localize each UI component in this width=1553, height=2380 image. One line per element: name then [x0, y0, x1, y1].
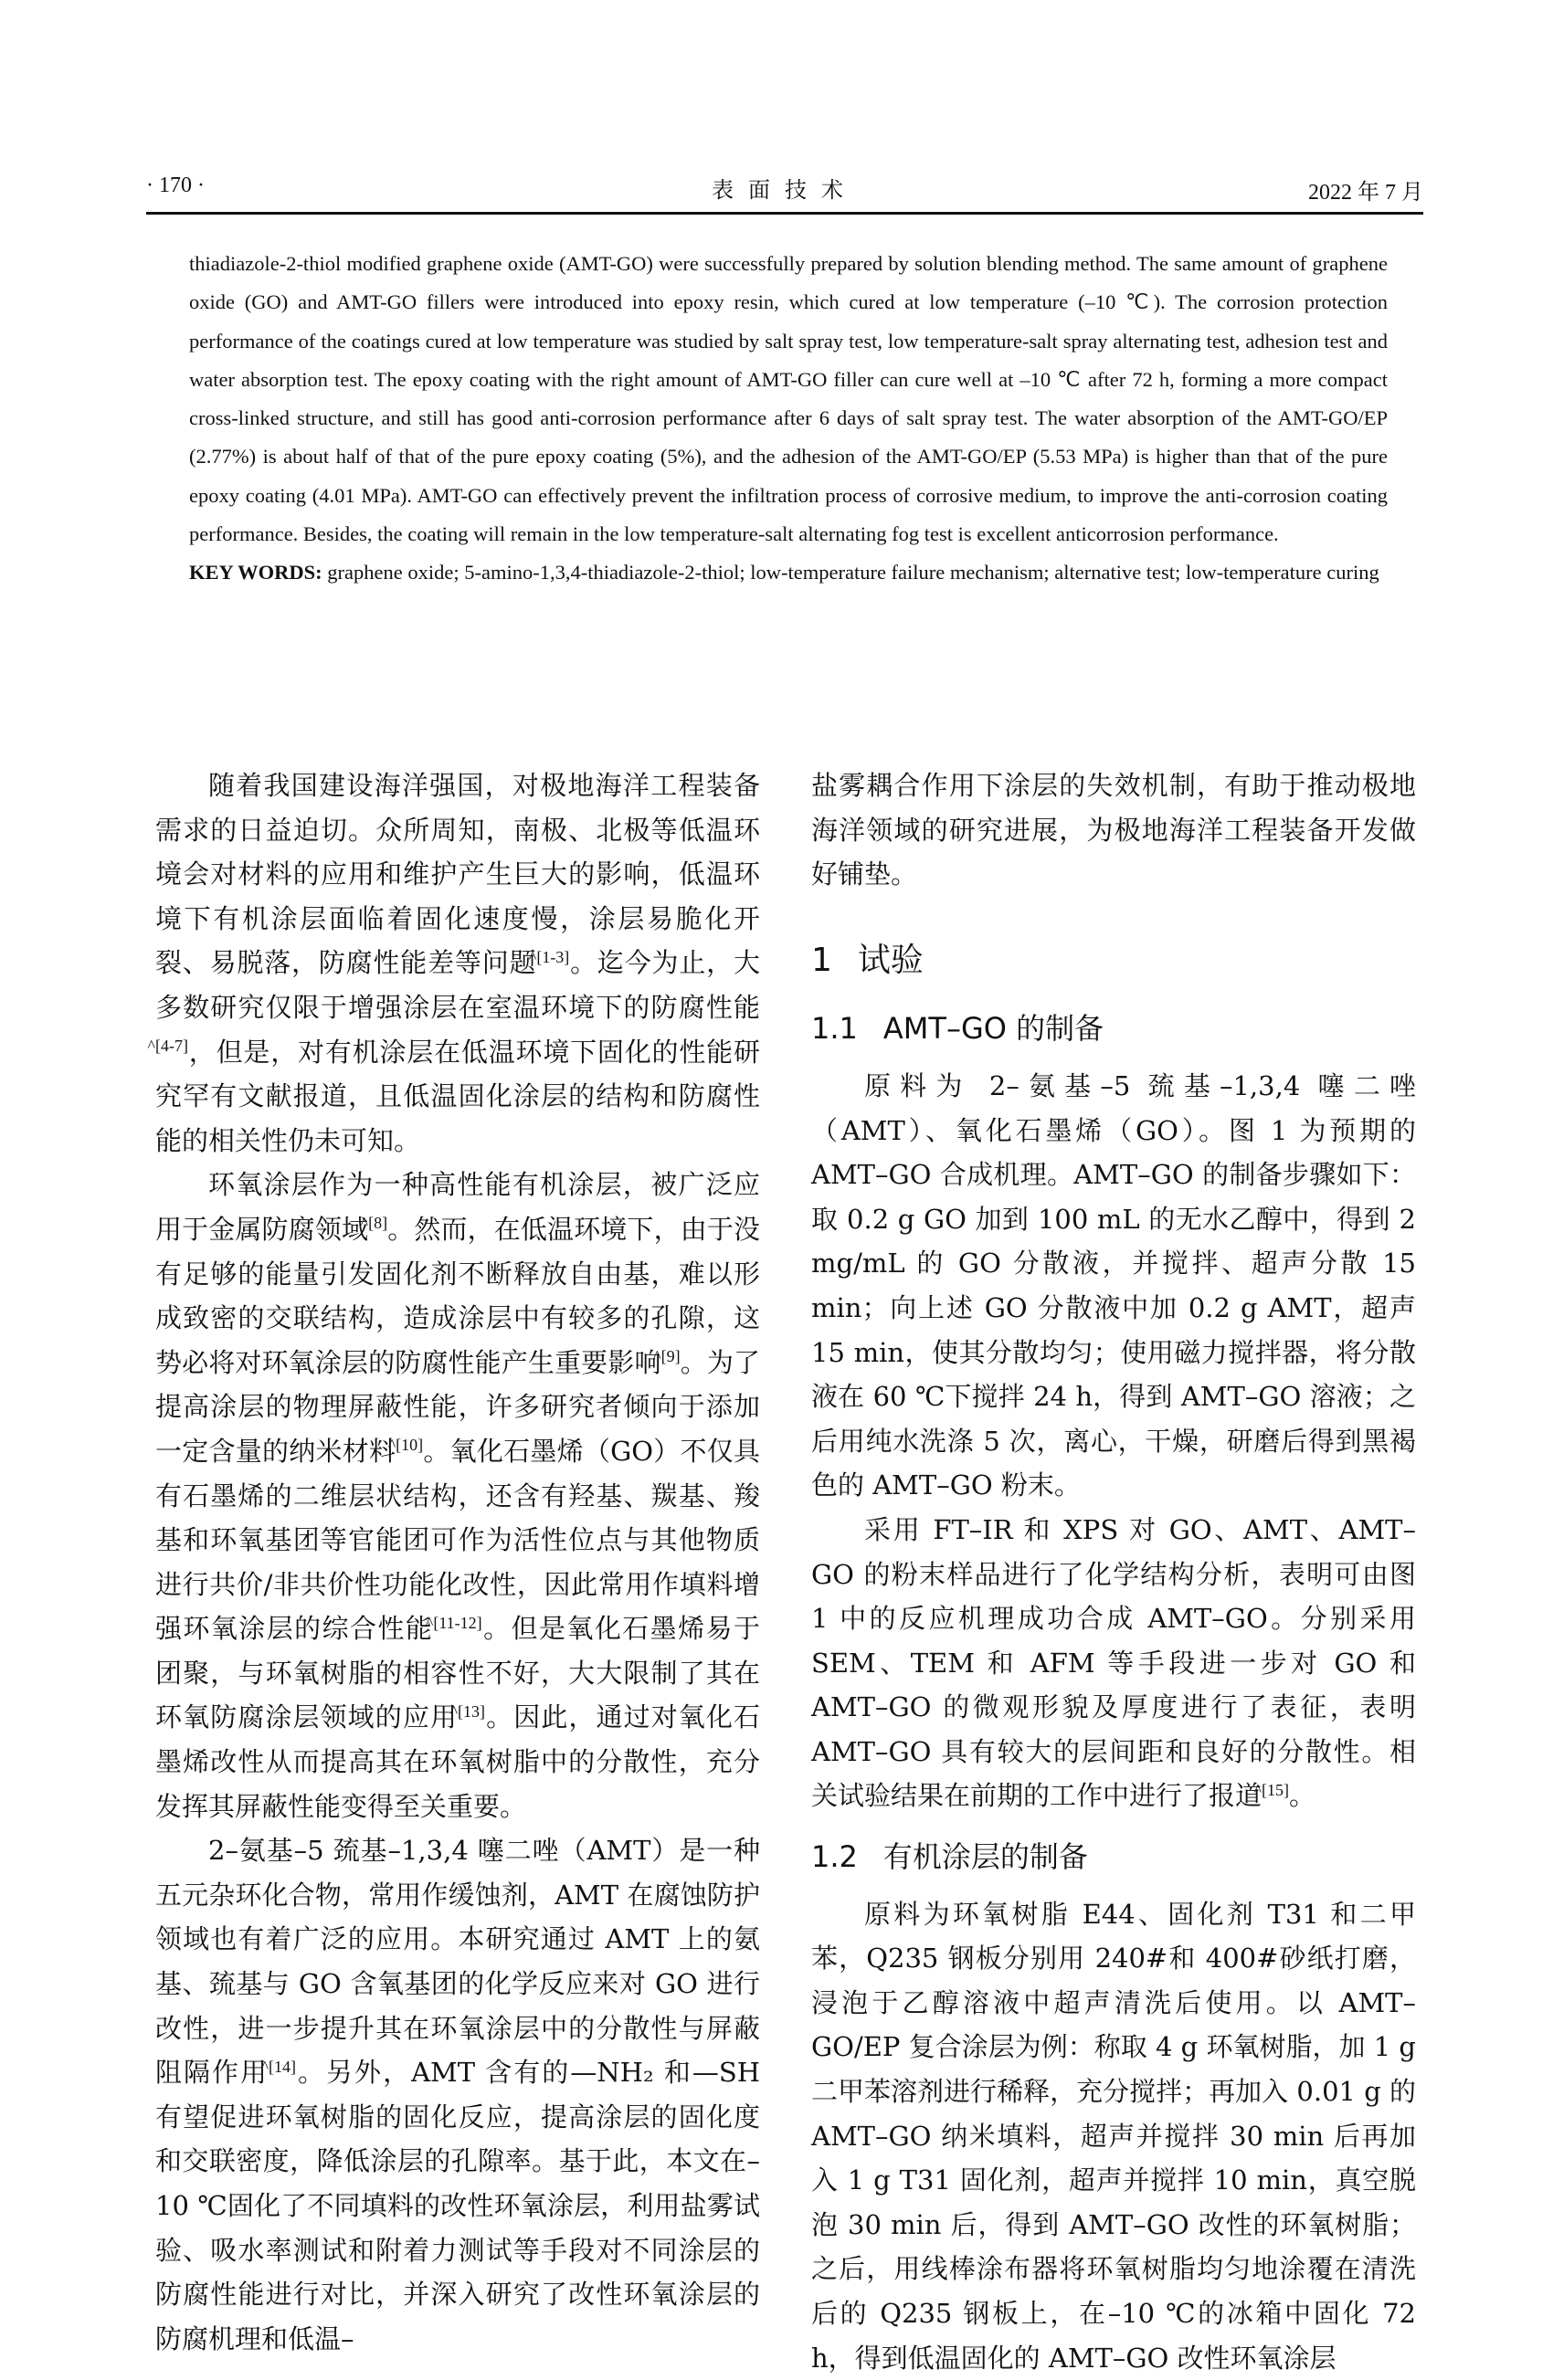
citation-wrapper	[147, 1036, 188, 1055]
paragraph	[155, 1163, 760, 1828]
citation-wrapper	[360, 1214, 388, 1233]
right-column	[811, 763, 1416, 2380]
section-title: 试验	[857, 941, 924, 979]
keywords-text: graphene oxide; 5-amino-1,3,4-thiadiazole-2-thiol; low-temperature failure mechanism; alternative test; low-temperature curing	[322, 561, 1379, 584]
text-run: 。迄今为止，大多数研究仅限于增强涂层在室温环境下的防腐性能	[155, 947, 760, 1023]
citation: ^[14]	[260, 2057, 297, 2076]
subsection-heading	[811, 1835, 1416, 1880]
text-run: 盐雾耦合作用下涂层的失效机制，有助于推动极地海洋领域的研究进展，为极地海洋工程装备开发做好铺垫。	[811, 770, 1416, 890]
running-header	[146, 166, 1423, 203]
paragraph	[811, 1508, 1416, 1818]
paragraph	[811, 1064, 1416, 1508]
section-heading	[811, 939, 1416, 984]
paragraph	[811, 763, 1416, 897]
section-number: 1	[811, 941, 832, 979]
citation-wrapper	[449, 1701, 486, 1721]
citation-wrapper	[528, 947, 570, 966]
paragraph	[811, 1892, 1416, 2380]
left-column	[147, 763, 760, 2361]
text-run: 。因此，通过对氧化石墨烯改性从而提高其在环氧树脂中的分散性，充分发挥其屏蔽性能变得至关重要。	[155, 1701, 760, 1822]
paragraph	[147, 763, 760, 1163]
english-abstract	[189, 245, 1388, 593]
citation: ^[8]	[360, 1214, 388, 1233]
text-run: 采用 FT–IR 和 XPS 对 GO、AMT、AMT–GO 的粉末样品进行了化学结构分析，表明可由图 1 中的反应机理成功合成 AMT–GO。分别采用 SEM、TEM 和 AFM 等手段进一步对 GO 和 AMT–GO 的微观形貌及厚度进行了表征，表明 AMT–GO 具有较大的层间距和良好的分散性。相关试验结果在前期的工作中进行了报道	[811, 1513, 1416, 1812]
citation: ^[10]	[387, 1436, 424, 1455]
text-run: ，但是，对有机涂层在低温环境下固化的性能研究罕有文献报道，且低温固化涂层的结构和防腐性能的相关性仍未可知。	[155, 1036, 760, 1156]
text-run: 原料为 2–氨基–5 巯基–1,3,4 噻二唑（AMT）、氧化石墨烯（GO）。图 1 为预期的 AMT–GO 合成机理。AMT–GO 的制备步骤如下：取 0.2 g GO 加到 100 mL 的无水乙醇中，得到 2 mg/mL 的 GO 分散液，并搅拌、超声分散 15 min；向上述 GO 分散液中加 0.2 g AMT，超声 15 min，使其分散均匀；使用磁力搅拌器，将分散液在 60 ℃下搅拌 24 h，得到 AMT–GO 溶液；之后用纯水洗涤 5 次，离心，干燥，研磨后得到黑褐色的 AMT–GO 粉末。	[811, 1069, 1416, 1501]
text-run: 。然而，在低温环境下，由于没有足够的能量引发固化剂不断释放自由基，难以形成致密的交联结构，造成涂层中有较多的孔隙，这势必将对环氧涂层的防腐性能产生重要影响	[155, 1213, 760, 1378]
text-run: 。为了提高涂层的物理屏蔽性能，许多研究者倾向于添加一定含量的纳米材料	[155, 1346, 760, 1467]
citation: ^[13]	[449, 1701, 486, 1721]
issue-date: 2022 年 7 月	[1308, 181, 1423, 205]
keywords-label: KEY WORDS:	[189, 561, 322, 584]
citation-wrapper	[425, 1613, 482, 1632]
section-number: 1.2	[811, 1839, 858, 1875]
paragraph	[155, 1828, 760, 2361]
citation: ^[4-7]	[147, 1036, 188, 1055]
section-title: 有机涂层的制备	[882, 1839, 1088, 1875]
text-run: 。但是氧化石墨烯易于团聚，与环氧树脂的相容性不好，大大限制了其在环氧防腐涂层领域的应用	[155, 1613, 760, 1733]
page-number: · 170 ·	[146, 174, 205, 197]
text-run: 2–氨基–5 巯基–1,3,4 噻二唑（AMT）是一种五元杂环化合物，常用作缓蚀剂，AMT 在腐蚀防护领域也有着广泛的应用。本研究通过 AMT 上的氨基、巯基与 GO 含氧基团的化学反应来对 GO 进行改性，进一步提升其在环氧涂层中的分散性与屏蔽阻隔作用	[155, 1835, 760, 2089]
text-run: 。另外，AMT 含有的—NH₂ 和—SH 有望促进环氧树脂的固化反应，提高涂层的固化度和交联密度，降低涂层的孔隙率。基于此，本文在–10 ℃固化了不同填料的改性环氧涂层，利用盐雾试验、吸水率测试和附着力测试等手段对不同涂层的防腐性能进行对比，并深入研究了改性环氧涂层的防腐机理和低温–	[155, 2057, 760, 2354]
keywords	[189, 553, 1388, 592]
citation: ^[1-3]	[528, 947, 570, 966]
citation-wrapper	[260, 2057, 297, 2076]
header-rule	[146, 212, 1423, 215]
citation-wrapper	[387, 1436, 424, 1455]
text-run: 环氧涂层作为一种高性能有机涂层，被广泛应用于金属防腐领域	[155, 1169, 760, 1245]
section-number: 1.1	[811, 1011, 858, 1047]
text-run: 原料为环氧树脂 E44、固化剂 T31 和二甲苯，Q235 钢板分别用 240#和 400#砂纸打磨，浸泡于乙醇溶液中超声清洗后使用。以 AMT–GO/EP 复合涂层为例：称取 4 g 环氧树脂，加 1 g 二甲苯溶剂进行稀释，充分搅拌；再加入 0.01 g 的 AMT–GO 纳米填料，超声并搅拌 30 min 后再加入 1 g T31 固化剂，超声并搅拌 10 min，真空脱泡 30 min 后，得到 AMT–GO 改性的环氧树脂；之后，用线棒涂布器将环氧树脂均匀地涂覆在清洗后的 Q235 钢板上，在–10 ℃的冰箱中固化 72 h，得到低温固化的 AMT–GO 改性环氧涂层	[811, 1898, 1416, 2374]
citation: ^[9]	[653, 1347, 681, 1366]
text-run: 。	[1289, 1780, 1316, 1812]
section-title: AMT–GO 的制备	[882, 1011, 1104, 1047]
citation-wrapper	[1253, 1780, 1289, 1799]
abstract-text: thiadiazole-2-thiol modified graphene oxide (AMT-GO) were successfully prepared by solution blending method. The same amount of graphene oxide (GO) and AMT-GO fillers were introduced into epoxy resin, which cured at low temperature (–10 ℃). The corrosion protection performance of the coatings cured at low temperature was studied by salt spray test, low temperature-salt spray alternating test, adhesion test and water absorption test. The epoxy coating with the right amount of AMT-GO filler can cure well at –10 ℃ after 72 h, forming a more compact cross-linked structure, and still has good anti-corrosion performance after 6 days of salt spray test. The water absorption of the AMT-GO/EP (2.77%) is about half of that of the pure epoxy coating (5%), and the adhesion of the AMT-GO/EP (5.53 MPa) is higher than that of the pure epoxy coating (4.01 MPa). AMT-GO can effectively prevent the infiltration process of corrosive medium, to improve the anti-corrosion coating performance. Besides, the coating will remain in the low temperature-salt alternating fog test is excellent anticorrosion performance.	[189, 252, 1388, 546]
journal-title: 表面技术	[712, 179, 858, 203]
subsection-heading	[811, 1006, 1416, 1051]
text-run: 随着我国建设海洋强国，对极地海洋工程装备需求的日益迫切。众所周知，南极、北极等低温环境会对材料的应用和维护产生巨大的影响，低温环境下有机涂层面临着固化速度慢，涂层易脆化开裂、易脱落，防腐性能差等问题	[155, 770, 760, 979]
citation: ^[15]	[1253, 1780, 1289, 1799]
citation-wrapper	[653, 1347, 681, 1366]
text-run: 。氧化石墨烯（GO）不仅具有石墨烯的二维层状结构，还含有羟基、羰基、羧基和环氧基团等官能团可作为活性位点与其他物质进行共价/非共价性功能化改性，因此常用作填料增强环氧涂层的综合性能	[155, 1435, 760, 1645]
citation: ^[11-12]	[425, 1613, 482, 1632]
